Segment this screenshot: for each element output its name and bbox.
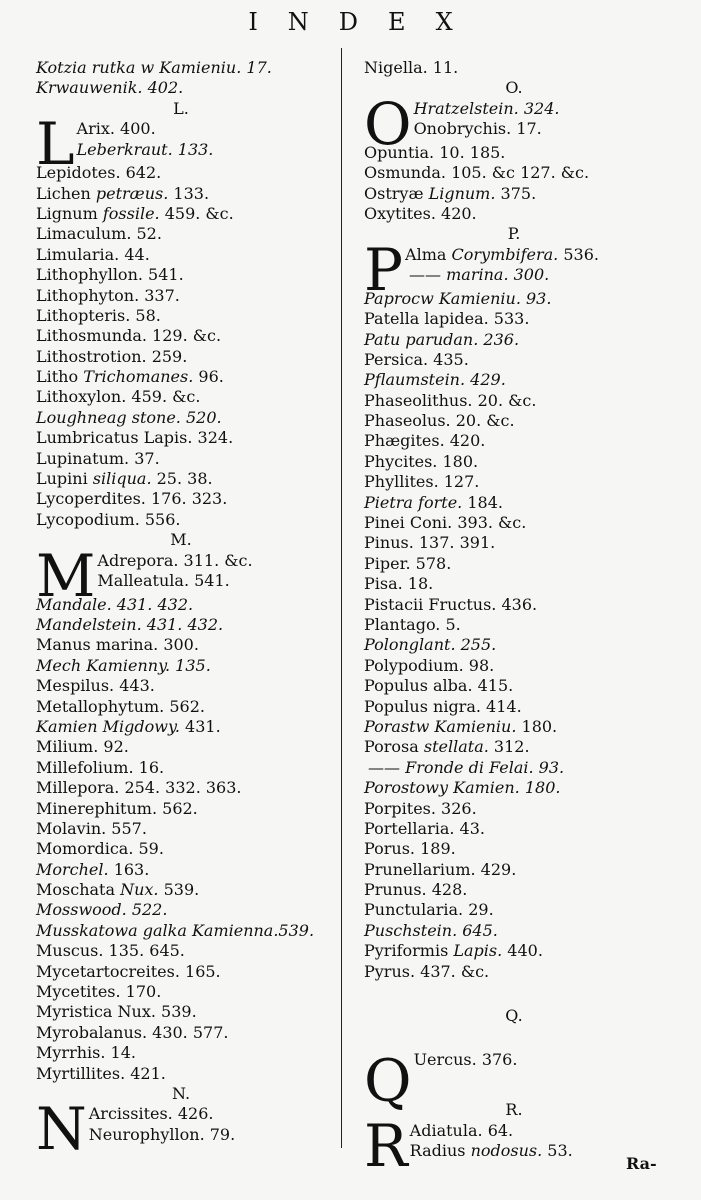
drop-cap-block	[364, 1047, 664, 1116]
entry-text: Adrepora. 311. &c.	[97, 550, 253, 570]
entry-pages: 440.	[502, 941, 543, 961]
entry-text: Molavin. 557.	[36, 818, 147, 838]
index-entry	[364, 778, 664, 798]
index-entry	[36, 510, 326, 530]
index-entry	[36, 265, 326, 285]
entry-text: Krwauwenik. 402.	[36, 78, 184, 98]
index-entry	[36, 489, 326, 509]
index-entry	[36, 326, 326, 346]
entry-text: Leberkraut. 133.	[76, 139, 214, 159]
index-entry	[89, 1125, 235, 1145]
index-entry	[405, 265, 599, 285]
page-title: INDEX	[248, 8, 483, 36]
entry-term-italic: Nux.	[120, 880, 159, 900]
entry-text: Paprocw Kamieniu. 93.	[364, 288, 552, 308]
entry-text: Piper. 578.	[364, 553, 452, 573]
entry-text: Polonglant. 255.	[364, 635, 497, 655]
drop-cap-letter: O	[364, 89, 412, 158]
entry-pages: 180.	[516, 716, 558, 736]
entry-text: Populus nigra. 414.	[364, 696, 522, 716]
entry-pages: 375.	[495, 183, 537, 203]
entry-text: Myrrhis. 14.	[36, 1043, 136, 1063]
entry-pages: 539.	[158, 880, 200, 900]
index-entry	[364, 574, 664, 594]
index-entry	[364, 676, 664, 696]
entry-text: Metallophytum. 562.	[36, 696, 205, 716]
drop-cap-letter: N	[36, 1095, 87, 1164]
index-entry	[364, 737, 664, 757]
entry-term: Radius	[409, 1141, 471, 1161]
index-entry	[36, 469, 326, 489]
index-entry	[97, 551, 252, 571]
entry-term: Pyriformis	[364, 941, 454, 961]
entry-text: Millefolium. 16.	[36, 757, 165, 777]
index-entry	[414, 1050, 518, 1070]
index-entry	[364, 656, 664, 676]
index-entry	[36, 717, 326, 737]
drop-cap-letter: P	[364, 235, 404, 304]
entry-text: Hratzelstein. 324.	[413, 98, 560, 118]
index-entry	[364, 472, 664, 492]
entry-term: Lichen	[36, 183, 96, 203]
index-entry	[36, 245, 326, 265]
index-entry	[36, 408, 326, 428]
drop-cap-letter: R	[364, 1111, 408, 1180]
index-entry	[410, 1121, 573, 1141]
index-entry	[36, 697, 326, 717]
entry-text: Lithophyllon. 541.	[36, 265, 184, 285]
entry-text: Plantago. 5.	[364, 614, 461, 634]
entry-text: Lepidotes. 642.	[36, 163, 162, 183]
index-entry	[36, 615, 326, 635]
entry-text: Lupinatum. 37.	[36, 448, 160, 468]
entry-term: Lignum	[36, 203, 103, 223]
index-entry	[364, 309, 664, 329]
index-entry	[364, 330, 664, 350]
entry-text: Arcissites. 426.	[88, 1104, 214, 1124]
index-entry	[36, 737, 326, 757]
index-entry	[364, 391, 664, 411]
index-entry	[36, 286, 326, 306]
index-entry	[36, 982, 326, 1002]
index-entry	[364, 289, 664, 309]
entry-text: Porostowy Kamien. 180.	[364, 778, 561, 798]
index-entry	[364, 697, 664, 717]
entry-text: Arix. 400.	[76, 119, 156, 139]
section-letter-heading: Q.	[505, 1006, 523, 1026]
index-entry	[36, 1002, 326, 1022]
entry-text: Pinei Coni. 393. &c.	[364, 513, 527, 533]
index-entry	[364, 799, 664, 819]
entry-text: Pflaumstein. 429.	[364, 370, 506, 390]
index-entry	[364, 493, 664, 513]
entry-text: Porus. 189.	[364, 839, 456, 859]
index-entry	[364, 962, 664, 982]
entry-text: Lithophyton. 337.	[36, 285, 180, 305]
entry-term-italic: Lapis.	[453, 941, 503, 961]
entry-text: Onobrychis. 17.	[413, 119, 542, 139]
drop-cap-block	[364, 1111, 664, 1180]
entry-term-italic: Pietra forte.	[364, 492, 463, 512]
entry-pages: 53.	[542, 1141, 573, 1161]
entry-text: Pinus. 137. 391.	[364, 533, 496, 553]
entry-text: Mandale. 431. 432.	[36, 594, 194, 614]
entry-text: Lithostrotion. 259.	[36, 346, 188, 366]
index-entry	[364, 431, 664, 451]
drop-cap-lines	[405, 245, 599, 286]
index-entry	[36, 163, 326, 183]
entry-text: Limularia. 44.	[36, 244, 150, 264]
index-entry	[36, 799, 326, 819]
entry-text: Uercus. 376.	[413, 1050, 518, 1070]
index-entry	[405, 245, 599, 265]
entry-pages: 459. &c.	[159, 203, 234, 223]
index-entry	[36, 656, 326, 676]
entry-pages: 133.	[168, 183, 210, 203]
entry-term: Porosa	[364, 737, 424, 757]
index-entry	[36, 224, 326, 244]
entry-pages: 431.	[179, 716, 221, 736]
entry-term-italic: fossile.	[102, 203, 160, 223]
entry-text: Prunus. 428.	[364, 880, 468, 900]
entry-text: Porpites. 326.	[364, 798, 477, 818]
entry-text: Manus marina. 300.	[36, 635, 199, 655]
entry-term: Lupini	[36, 469, 93, 489]
index-entry	[36, 595, 326, 615]
index-entry	[36, 758, 326, 778]
index-entry	[364, 717, 664, 737]
entry-text: Opuntia. 10. 185.	[364, 142, 506, 162]
entry-text: Mandelstein. 431. 432.	[36, 614, 224, 634]
index-entry	[364, 58, 664, 78]
drop-cap-lines	[414, 99, 560, 140]
index-entry	[36, 778, 326, 798]
entry-text: Phaseolus. 20. &c.	[364, 411, 515, 431]
index-entry	[364, 554, 664, 574]
index-entry	[364, 350, 664, 370]
entry-text: Mycetites. 170.	[36, 982, 162, 1002]
entry-text: Lycoperdites. 176. 323.	[36, 489, 228, 509]
entry-text: Osmunda. 105. &c 127. &c.	[364, 163, 590, 183]
index-entry	[36, 1043, 326, 1063]
entry-text: Phyllites. 127.	[364, 472, 480, 492]
index-entry	[364, 635, 664, 655]
entry-pages: 163.	[108, 859, 150, 879]
index-entry	[410, 1141, 573, 1161]
entry-text: Nigella. 11.	[364, 58, 459, 77]
index-entry	[36, 900, 326, 920]
index-entry	[364, 411, 664, 431]
index-entry	[364, 595, 664, 615]
drop-cap-lines	[77, 119, 214, 160]
index-entry	[36, 635, 326, 655]
entry-text: Puschstein. 645.	[364, 920, 498, 940]
entry-text: Prunellarium. 429.	[364, 859, 517, 879]
entry-text: —— marina. 300.	[409, 265, 550, 285]
index-entry	[36, 1064, 326, 1084]
index-entry	[36, 880, 326, 900]
entry-text: Momordica. 59.	[36, 839, 164, 859]
index-entry	[36, 962, 326, 982]
index-entry	[97, 571, 252, 591]
column-divider	[341, 48, 342, 1148]
entry-text: Mech Kamienny. 135.	[36, 655, 211, 675]
entry-term-italic: Lignum.	[428, 183, 496, 203]
index-entry	[364, 819, 664, 839]
entry-text: Pistacii Fructus. 436.	[364, 594, 538, 614]
index-entry	[414, 119, 560, 139]
entry-term-italic: Porastw Kamieniu.	[364, 716, 517, 736]
entry-text: Phaseolithus. 20. &c.	[364, 390, 537, 410]
entry-term: Litho	[36, 367, 84, 387]
entry-term-italic: siliqua.	[92, 469, 152, 489]
entry-term-italic: Kamien Migdowy.	[36, 716, 180, 736]
section-letter-heading: N.	[171, 1083, 191, 1103]
index-entry	[364, 370, 664, 390]
entry-text: —— Fronde di Felai. 93.	[368, 757, 565, 777]
entry-text: Populus alba. 415.	[364, 676, 514, 696]
section-letter-heading: M.	[170, 530, 192, 550]
entry-text: Adiatula. 64.	[409, 1120, 514, 1140]
index-entry	[36, 58, 326, 78]
index-entry	[364, 615, 664, 635]
entry-term-italic: Corymbifera.	[451, 244, 559, 264]
entry-text: Lycopodium. 556.	[36, 509, 181, 529]
entry-text: Muscus. 135. 645.	[36, 941, 185, 961]
index-column-left	[36, 58, 326, 1164]
entry-term: Moschata	[36, 880, 121, 900]
entry-term-italic: petræus.	[95, 183, 169, 203]
entry-text: Minerephitum. 562.	[36, 798, 198, 818]
index-entry	[36, 860, 326, 880]
entry-text: Loughneag stone. 520.	[36, 407, 222, 427]
entry-term-italic: Morchel.	[36, 859, 109, 879]
index-entry	[364, 513, 664, 533]
index-entry	[36, 941, 326, 961]
entry-text: Myristica Nux. 539.	[36, 1002, 197, 1022]
index-entry	[77, 119, 214, 139]
index-entry	[36, 676, 326, 696]
entry-text: Phægites. 420.	[364, 431, 486, 451]
entry-text: Portellaria. 43.	[364, 818, 485, 838]
section-letter-heading: O.	[505, 78, 523, 98]
index-entry	[36, 1023, 326, 1043]
entry-text: Kotzia rutka w Kamieniu. 17.	[36, 58, 272, 77]
entry-text: Myrobalanus. 430. 577.	[36, 1022, 229, 1042]
index-entry	[36, 449, 326, 469]
index-entry	[36, 184, 326, 204]
index-entry	[364, 880, 664, 900]
drop-cap-letter: L	[36, 110, 75, 179]
index-entry	[36, 387, 326, 407]
index-entry	[36, 819, 326, 839]
entry-text: Milium. 92.	[36, 737, 129, 757]
index-entry	[36, 367, 326, 387]
drop-cap-lines	[410, 1121, 573, 1162]
entry-text: Phycites. 180.	[364, 451, 479, 471]
entry-text: Lithosmunda. 129. &c.	[36, 326, 222, 346]
entry-term-italic: Trichomanes.	[83, 367, 194, 387]
entry-text: Mosswood. 522.	[36, 900, 168, 920]
entry-text: Neurophyllon. 79.	[88, 1124, 236, 1144]
entry-text: Polypodium. 98.	[364, 655, 495, 675]
index-column-right	[364, 58, 664, 1180]
drop-cap-block	[36, 1095, 326, 1164]
drop-cap-letter: Q	[364, 1047, 412, 1116]
entry-text: Millepora. 254. 332. 363.	[36, 778, 242, 798]
entry-term-italic: stellata.	[423, 737, 489, 757]
entry-text: Musskatowa galka Kamienna.539.	[36, 920, 315, 940]
drop-cap-letter: M	[36, 541, 96, 610]
entry-term-italic: nodosus.	[470, 1141, 543, 1161]
entry-text: Punctularia. 29.	[364, 900, 494, 920]
index-entry	[364, 921, 664, 941]
section-letter-heading: P.	[507, 224, 521, 244]
entry-pages: 312.	[488, 737, 530, 757]
index-entry	[36, 306, 326, 326]
entry-pages: 96.	[193, 367, 224, 387]
drop-cap-lines	[97, 551, 252, 592]
section-letter-heading: R.	[505, 1100, 523, 1120]
index-entry	[364, 533, 664, 553]
index-entry	[364, 941, 664, 961]
spacer	[364, 982, 664, 1006]
index-entry	[36, 839, 326, 859]
entry-text: Lithoxylon. 459. &c.	[36, 387, 201, 407]
entry-text: Mycetartocreites. 165.	[36, 961, 221, 981]
section-letter-heading: L.	[173, 98, 189, 118]
index-entry	[364, 839, 664, 859]
entry-text: Lithopteris. 58.	[36, 305, 161, 325]
index-entry	[364, 758, 664, 778]
entry-pages: 536.	[558, 244, 599, 264]
index-entry	[77, 140, 214, 160]
index-entry	[36, 204, 326, 224]
index-entry	[364, 204, 664, 224]
index-entry	[36, 921, 326, 941]
index-entry	[364, 163, 664, 183]
index-entry	[36, 347, 326, 367]
index-entry	[364, 900, 664, 920]
index-entry	[364, 860, 664, 880]
entry-text: Pyrus. 437. &c.	[364, 961, 490, 981]
entry-term: Alma	[405, 244, 452, 264]
entry-text: Patu parudan. 236.	[364, 329, 520, 349]
entry-text: Mespilus. 443.	[36, 676, 155, 696]
entry-text: Persica. 435.	[364, 349, 469, 369]
entry-text: Lumbricatus Lapis. 324.	[36, 428, 234, 448]
entry-text: Pisa. 18.	[364, 574, 434, 594]
entry-pages: 25. 38.	[151, 469, 213, 489]
index-entry	[89, 1104, 235, 1124]
drop-cap-lines	[89, 1104, 235, 1145]
entry-text: Limaculum. 52.	[36, 224, 162, 244]
entry-pages: 184.	[462, 492, 503, 512]
catchword: Ra-	[626, 1154, 657, 1173]
entry-term: Ostryæ	[364, 183, 429, 203]
index-entry	[414, 99, 560, 119]
index-entry	[364, 184, 664, 204]
index-entry	[364, 452, 664, 472]
index-entry	[36, 78, 326, 98]
index-entry	[36, 428, 326, 448]
entry-text: Patella lapidea. 533.	[364, 309, 530, 329]
drop-cap-lines	[414, 1050, 518, 1070]
entry-text: Oxytites. 420.	[364, 203, 477, 223]
index-entry	[364, 143, 664, 163]
entry-text: Malleatula. 541.	[97, 570, 230, 590]
entry-text: Myrtillites. 421.	[36, 1063, 166, 1083]
